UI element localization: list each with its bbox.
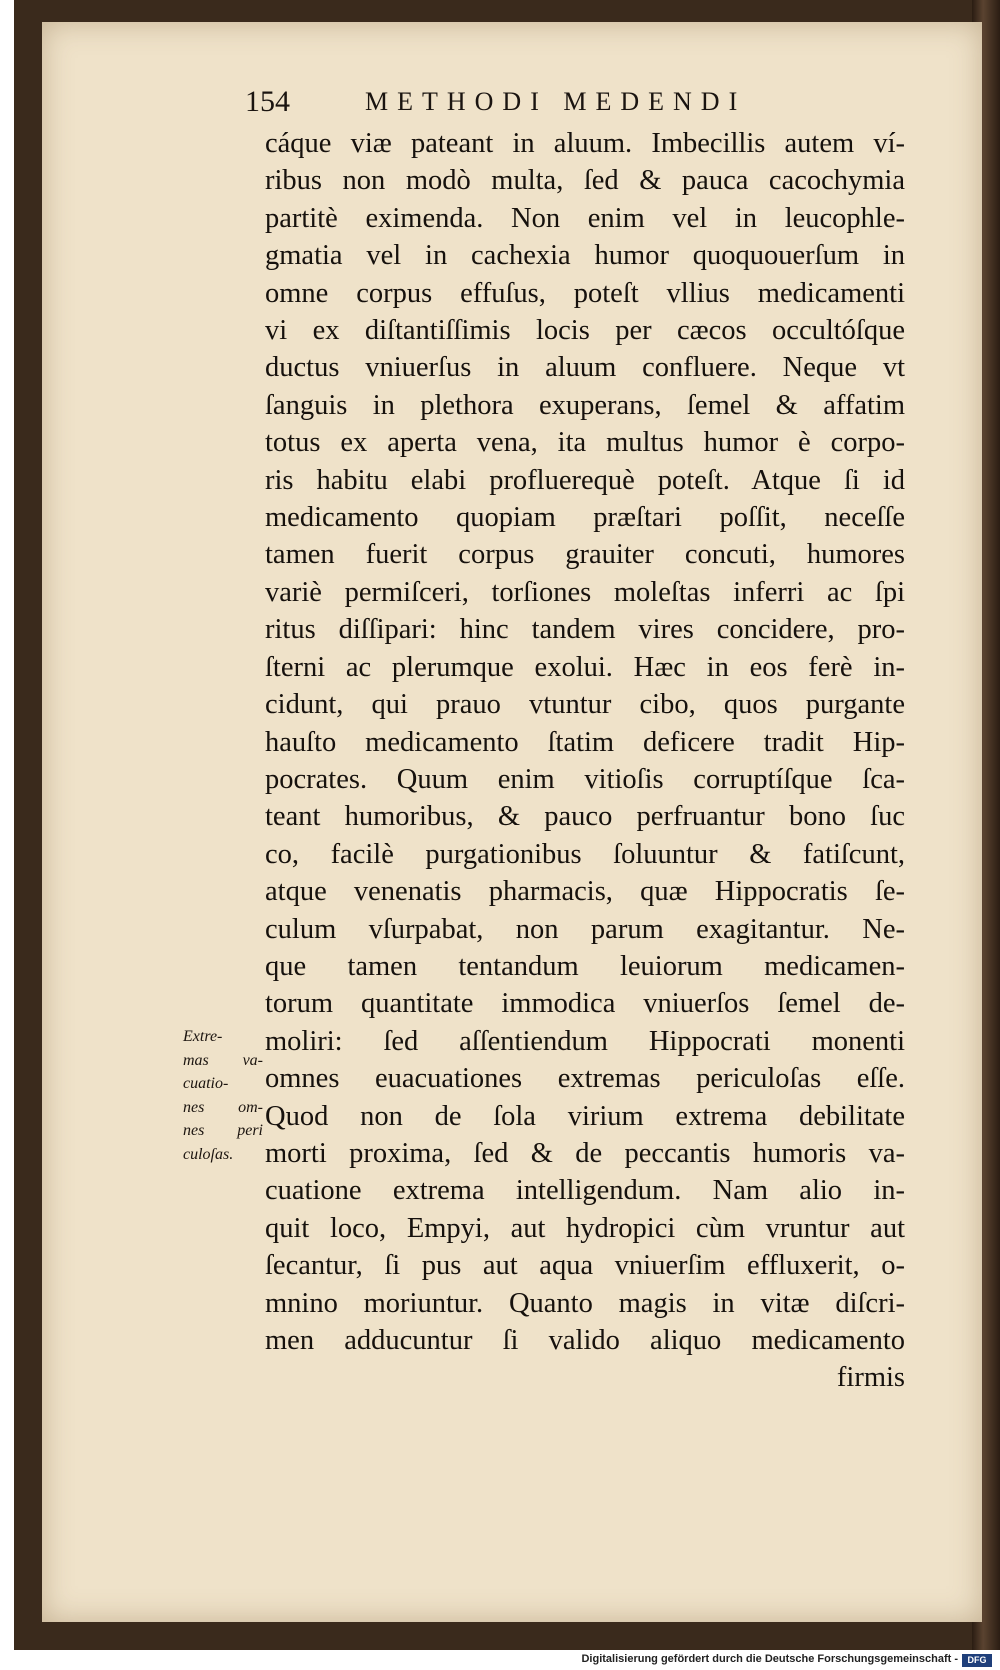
text-line: Quod non de ſola virium extrema debilitate — [265, 1100, 905, 1132]
text-line: tamen fuerit corpus grauiter concuti, humores — [265, 539, 905, 571]
text-line: pocrates. Quum enim vitioſis corruptíſque ſca- — [265, 763, 905, 795]
text-line: variè permiſceri, torſiones moleſtas inferri ac ſpi — [265, 576, 905, 608]
text-line: omnes euacuationes extremas periculoſas eſſe. — [265, 1063, 905, 1095]
text-line: morti proxima, ſed & de peccantis humoris va- — [265, 1137, 905, 1169]
text-line: ſterni ac plerumque exolui. Hæc in eos ferè in- — [265, 651, 905, 683]
text-line: medicamento quopiam præſtari poſſit, neceſſe — [265, 502, 905, 534]
text-line: ritus diſſipari: hinc tandem vires concidere, pro- — [265, 614, 905, 646]
text-line: co, facilè purgationibus ſoluuntur & fatiſcunt, — [265, 838, 905, 870]
funding-credit: Digitalisierung gefördert durch die Deutsche Forschungsgemeinschaft - — [581, 1653, 958, 1665]
digitization-footer — [0, 1652, 1000, 1670]
text-line: partitè eximenda. Non enim vel in leucophle- — [265, 202, 905, 234]
marginal-note-line: mas va- — [183, 1051, 263, 1069]
text-line: mnino moriuntur. Quanto magis in vitæ diſcri- — [265, 1287, 905, 1319]
text-line: cuatione extrema intelligendum. Nam alio in- — [265, 1175, 905, 1207]
catchword: firmis — [836, 1362, 905, 1394]
page-header — [245, 85, 845, 125]
running-head: METHODI MEDENDI — [365, 87, 747, 116]
dfg-logo: DFG — [962, 1654, 992, 1667]
text-line: ris habitu elabi profluerequè poteſt. Atque ſi id — [265, 464, 905, 496]
marginal-note-line: cuatio- — [183, 1075, 229, 1092]
marginal-note-line: culoſas. — [183, 1145, 234, 1163]
text-line: ductus vniuerſus in aluum confluere. Neque vt — [265, 352, 905, 384]
text-line: totus ex aperta vena, ita multus humor è corpo- — [265, 427, 905, 459]
text-line: quit loco, Empyi, aut hydropici cùm vruntur aut — [265, 1212, 905, 1244]
text-line: ſanguis in plethora exuperans, ſemel & affatim — [265, 389, 905, 421]
marginal-note-line: nes peri — [183, 1122, 263, 1139]
text-line: ribus non modò multa, ſed & pauca cacochymia — [265, 165, 905, 197]
text-line: que tamen tentandum leuiorum medicamen- — [265, 950, 905, 982]
marginal-note-line: nes om- — [183, 1098, 263, 1116]
text-line: moliri: ſed aſſentiendum Hippocrati monenti — [265, 1025, 905, 1057]
text-line: torum quantitate immodica vniuerſos ſemel de- — [265, 988, 905, 1020]
text-line: ſecantur, ſi pus aut aqua vniuerſim effluxerit, o- — [265, 1250, 905, 1282]
text-line: cáque viæ pateant in aluum. Imbecillis autem ví- — [265, 128, 905, 159]
page-number: 154 — [245, 85, 290, 118]
text-line: vi ex diſtantiſſimis locis per cæcos occultóſque — [265, 315, 905, 347]
text-line: cidunt, qui prauo vtuntur cibo, quos purgante — [265, 689, 905, 721]
text-line: teant humoribus, & pauco perfruantur bono ſuc — [265, 801, 905, 833]
text-line: gmatia vel in cachexia humor quoquouerſum in — [265, 240, 905, 272]
text-line: culum vſurpabat, non parum exagitantur. Ne- — [265, 913, 905, 945]
main-text-block — [265, 125, 905, 1397]
marginal-note-line: Extre- — [183, 1028, 223, 1045]
text-line: men adducuntur ſi valido aliquo medicamento — [265, 1325, 905, 1356]
marginal-note — [183, 1025, 263, 1166]
text-line: omne corpus effuſus, poteſt vllius medicamenti — [265, 277, 905, 309]
text-line: atque venenatis pharmacis, quæ Hippocratis ſe- — [265, 876, 905, 908]
text-line: hauſto medicamento ſtatim deficere tradit Hip- — [265, 726, 905, 758]
